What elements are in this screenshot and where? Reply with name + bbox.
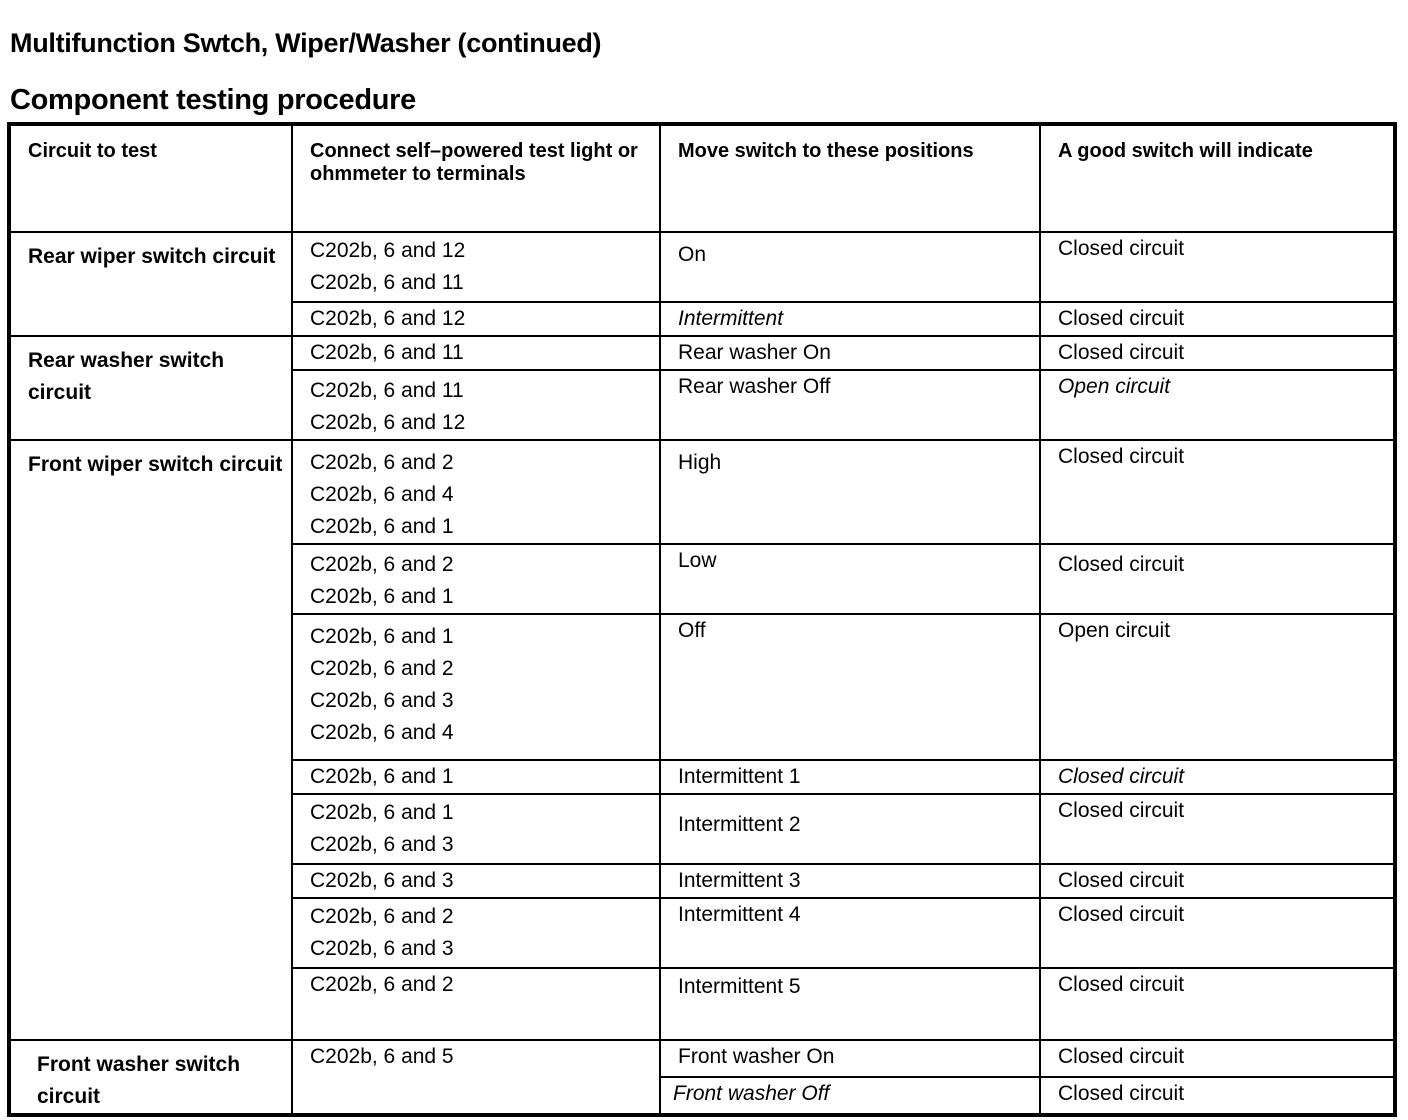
terminals-cell — [292, 968, 660, 1040]
terminals-cell — [292, 614, 660, 760]
position-cell: Intermittent — [660, 302, 1040, 336]
result-cell: Closed circuit — [1040, 898, 1395, 968]
terminal-entry: C202b, 6 and 4 — [310, 721, 454, 744]
terminals-cell — [292, 370, 660, 440]
position-cell: Intermittent 4 — [660, 898, 1040, 968]
circuit-cell: Rear wiper switch circuit — [9, 232, 292, 336]
position-cell: Intermittent 3 — [660, 864, 1040, 898]
result-cell: Closed circuit — [1040, 864, 1395, 898]
table-row — [9, 440, 1395, 544]
column-header-circuit: Circuit to test — [9, 124, 292, 232]
terminals-cell — [292, 760, 660, 794]
terminal-entry: C202b, 6 and 11 — [310, 341, 464, 364]
terminal-entry: C202b, 6 and 12 — [310, 411, 466, 434]
terminals-cell — [292, 1040, 660, 1115]
page-title: Multifunction Swtch, Wiper/Washer (continued) — [10, 28, 602, 58]
terminal-entry: C202b, 6 and 12 — [310, 239, 466, 262]
position-cell: Front washer Off — [660, 1077, 1040, 1115]
terminal-entry: C202b, 6 and 3 — [310, 689, 454, 712]
terminals-cell — [292, 544, 660, 614]
terminal-entry: C202b, 6 and 2 — [310, 657, 454, 680]
position-cell: On — [660, 232, 1040, 302]
terminal-entry: C202b, 6 and 3 — [310, 937, 454, 960]
position-cell: Intermittent 5 — [660, 968, 1040, 1040]
terminal-entry: C202b, 6 and 12 — [310, 307, 466, 330]
terminal-entry: C202b, 6 and 3 — [310, 833, 454, 856]
table-row — [9, 1040, 1395, 1077]
position-cell: Rear washer Off — [660, 370, 1040, 440]
terminal-entry: C202b, 6 and 4 — [310, 483, 454, 506]
result-cell: Open circuit — [1040, 614, 1395, 760]
result-cell: Closed circuit — [1040, 544, 1395, 614]
component-testing-table — [7, 122, 1397, 1117]
result-cell: Closed circuit — [1040, 794, 1395, 864]
table-row — [9, 336, 1395, 370]
result-cell: Closed circuit — [1040, 760, 1395, 794]
terminals-cell — [292, 794, 660, 864]
column-header-indication: A good switch will indicate — [1040, 124, 1395, 232]
terminals-cell — [292, 232, 660, 302]
result-cell: Closed circuit — [1040, 968, 1395, 1040]
terminals-cell — [292, 898, 660, 968]
circuit-cell: Front washer switch circuit — [9, 1040, 292, 1115]
result-cell: Closed circuit — [1040, 232, 1395, 302]
result-cell: Closed circuit — [1040, 440, 1395, 544]
result-cell: Open circuit — [1040, 370, 1395, 440]
position-cell: High — [660, 440, 1040, 544]
terminal-entry: C202b, 6 and 1 — [310, 801, 454, 824]
table-header-row — [9, 124, 1395, 232]
terminals-cell — [292, 440, 660, 544]
column-header-terminals: Connect self–powered test light or ohmmeter to terminals — [292, 124, 660, 232]
position-cell: Intermittent 2 — [660, 794, 1040, 864]
terminal-entry: C202b, 6 and 3 — [310, 869, 454, 892]
terminals-cell — [292, 864, 660, 898]
terminals-cell — [292, 336, 660, 370]
column-header-positions: Move switch to these positions — [660, 124, 1040, 232]
terminal-entry: C202b, 6 and 2 — [310, 973, 454, 996]
terminal-entry: C202b, 6 and 2 — [310, 451, 454, 474]
result-cell: Closed circuit — [1040, 1077, 1395, 1115]
position-cell: Rear washer On — [660, 336, 1040, 370]
circuit-cell: Rear washer switch circuit — [9, 336, 292, 440]
result-cell: Closed circuit — [1040, 336, 1395, 370]
terminal-entry: C202b, 6 and 11 — [310, 271, 464, 294]
position-cell: Intermittent 1 — [660, 760, 1040, 794]
terminal-entry: C202b, 6 and 1 — [310, 625, 454, 648]
terminal-entry: C202b, 6 and 11 — [310, 379, 464, 402]
result-cell: Closed circuit — [1040, 302, 1395, 336]
position-cell: Off — [660, 614, 1040, 760]
result-cell: Closed circuit — [1040, 1040, 1395, 1077]
terminal-entry: C202b, 6 and 2 — [310, 905, 454, 928]
position-cell: Low — [660, 544, 1040, 614]
terminal-entry: C202b, 6 and 1 — [310, 765, 454, 788]
section-subtitle: Component testing procedure — [10, 84, 416, 116]
terminal-entry: C202b, 6 and 1 — [310, 585, 454, 608]
terminal-entry: C202b, 6 and 1 — [310, 515, 454, 538]
terminals-cell — [292, 302, 660, 336]
terminal-entry: C202b, 6 and 5 — [310, 1045, 454, 1068]
position-cell: Front washer On — [660, 1040, 1040, 1077]
terminal-entry: C202b, 6 and 2 — [310, 553, 454, 576]
table-row — [9, 232, 1395, 302]
circuit-cell: Front wiper switch circuit — [9, 440, 292, 1040]
